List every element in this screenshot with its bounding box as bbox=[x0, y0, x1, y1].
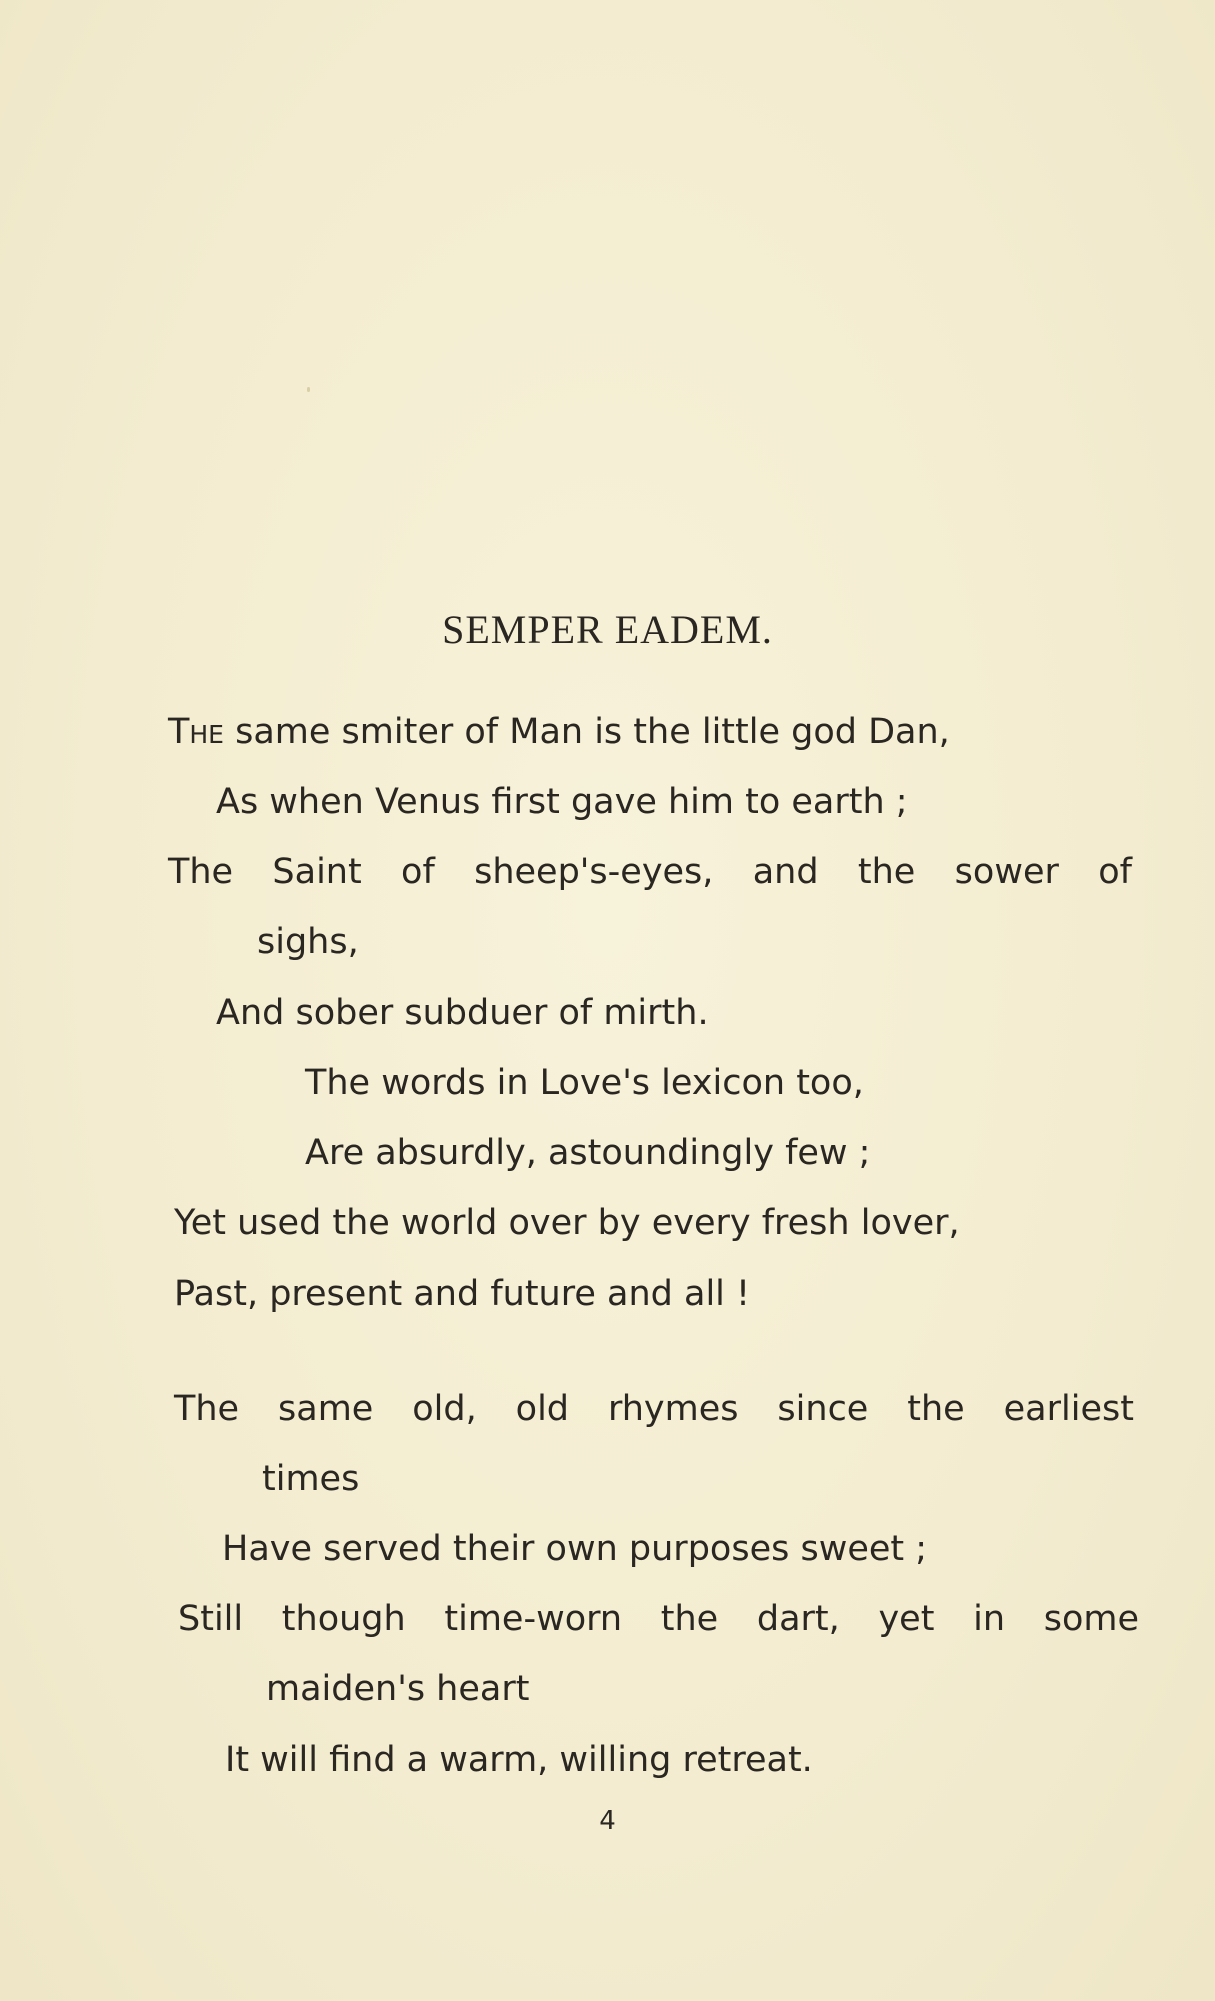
word: though bbox=[281, 1599, 406, 1639]
word: sower bbox=[954, 852, 1059, 892]
word: in bbox=[973, 1599, 1006, 1639]
poem-line-2: As when Venus first gave him to earth ; bbox=[216, 782, 908, 822]
poem-line-12: Have served their own purposes sweet ; bbox=[222, 1529, 928, 1569]
word: earliest bbox=[1003, 1389, 1134, 1429]
word: the bbox=[660, 1599, 719, 1639]
word: and bbox=[752, 852, 819, 892]
poem-line-1-text: same smiter of Man is the little god Dan, bbox=[235, 712, 950, 752]
word: old bbox=[515, 1389, 570, 1429]
word: The bbox=[174, 1389, 240, 1429]
poem-line-8: Yet used the world over by every fresh lover, bbox=[174, 1203, 960, 1243]
poem-line-6: The words in Love's lexicon too, bbox=[305, 1063, 864, 1103]
word: the bbox=[907, 1389, 965, 1429]
poem-line-11: times bbox=[262, 1459, 360, 1499]
poem-line-7: Are absurdly, astoundingly few ; bbox=[305, 1133, 871, 1173]
word: dart, bbox=[756, 1599, 840, 1639]
poem-line-3 bbox=[168, 849, 1132, 895]
word: some bbox=[1043, 1599, 1139, 1639]
word: same bbox=[278, 1389, 374, 1429]
poem-line-9: Past, present and future and all ! bbox=[174, 1274, 751, 1314]
word: old, bbox=[412, 1389, 477, 1429]
word: Saint bbox=[272, 852, 362, 892]
word: The bbox=[168, 852, 234, 892]
word: since bbox=[777, 1389, 869, 1429]
poem-line-4: sighs, bbox=[257, 922, 359, 962]
word: sheep's-eyes, bbox=[474, 852, 714, 892]
page-number: 4 bbox=[599, 1806, 616, 1836]
word: time-worn bbox=[444, 1599, 623, 1639]
paper-speck bbox=[307, 387, 310, 392]
drop-word: The bbox=[168, 712, 224, 752]
word: yet bbox=[878, 1599, 935, 1639]
word: of bbox=[1098, 852, 1132, 892]
poem-line-13 bbox=[178, 1596, 1139, 1642]
word: Still bbox=[178, 1599, 244, 1639]
poem-line-5: And sober subduer of mirth. bbox=[216, 993, 709, 1033]
poem-line-14: maiden's heart bbox=[266, 1669, 530, 1709]
poem-line-10 bbox=[174, 1386, 1134, 1432]
word: the bbox=[857, 852, 916, 892]
poem-line-1 bbox=[168, 709, 950, 755]
word: of bbox=[401, 852, 435, 892]
poem-title: SEMPER EADEM. bbox=[442, 607, 773, 652]
poem-line-15: It will find a warm, willing retreat. bbox=[225, 1740, 813, 1780]
word: rhymes bbox=[607, 1389, 739, 1429]
